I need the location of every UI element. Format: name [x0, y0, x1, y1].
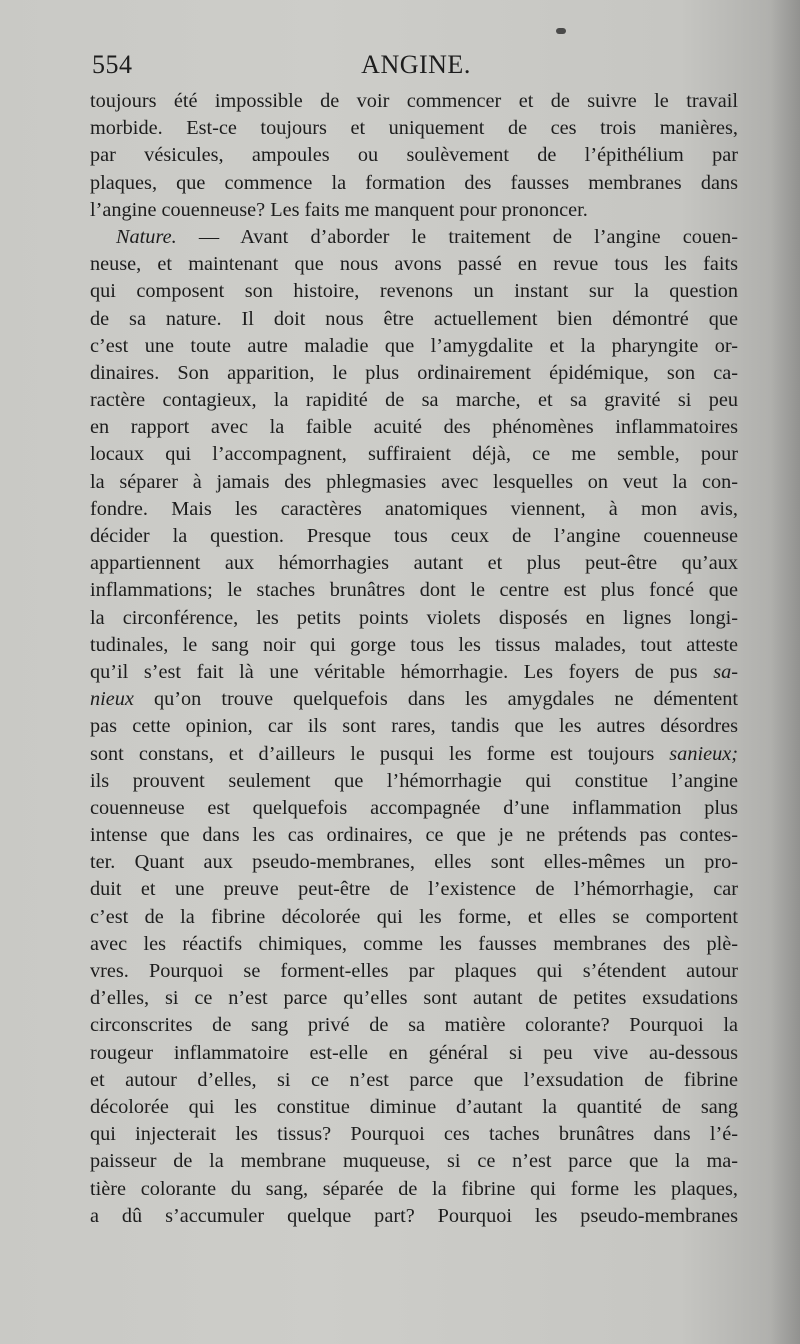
- page-edge-shadow: [770, 0, 800, 1344]
- ink-speck: [556, 28, 566, 34]
- text-line: d’elles, si ce n’est parce qu’elles sont autant de petites exsudations: [90, 987, 738, 1010]
- italic-word: sanieux;: [669, 742, 738, 765]
- text-line: plaques, que commence la formation des fausses membranes dans: [90, 171, 738, 194]
- text-line: en rapport avec la faible acuité des phénomènes inflammatoires: [90, 416, 738, 439]
- text-line: ils prouvent seulement que l’hémorrhagie qui constitue l’angine: [90, 769, 738, 792]
- italic-word: sa-: [713, 660, 738, 683]
- text-line: [90, 686, 738, 713]
- text-line: la circonférence, les petits points violets disposés en lignes longi-: [90, 606, 738, 629]
- text-line: vres. Pourquoi se forment-elles par plaques qui s’étendent autour: [90, 960, 738, 982]
- text-line: intense que dans les cas ordinaires, ce que je ne prétends pas contes-: [90, 824, 738, 847]
- running-title: ANGINE.: [361, 50, 471, 79]
- text-line: qui composent son histoire, revenons un instant sur la question: [90, 280, 738, 303]
- text-line: avec les réactifs chimiques, comme les fausses membranes des plè-: [90, 932, 738, 955]
- text-line: l’angine couenneuse? Les faits me manquent pour prononcer.: [90, 198, 588, 221]
- text-line: [90, 741, 738, 768]
- section-heading: Nature.: [116, 225, 177, 248]
- text-line: a dû s’accumuler quelque part? Pourquoi les pseudo-membranes: [90, 1204, 738, 1227]
- text-line: ractère contagieux, la rapidité de sa marche, et sa gravité si peu: [90, 389, 738, 412]
- text-line: neuse, et maintenant que nous avons passé en revue tous les faits: [90, 253, 738, 276]
- text-line: rougeur inflammatoire est-elle en général si peu vive au-dessous: [90, 1041, 738, 1064]
- text-line: tière colorante du sang, séparée de la fibrine qui forme les plaques,: [90, 1177, 738, 1200]
- text-line: [90, 659, 738, 686]
- text-line: appartiennent aux hémorrhagies autant et plus peut-être qu’aux: [90, 552, 738, 575]
- text-line: c’est une toute autre maladie que l’amygdalite et la pharyngite or-: [90, 334, 738, 357]
- text-line: de sa nature. Il doit nous être actuellement bien démontré que: [90, 307, 738, 330]
- text-line: pas cette opinion, car ils sont rares, tandis que les autres désordres: [90, 715, 738, 738]
- text-line-content: qu’il s’est fait là une véritable hémorrhagie. Les foyers de pus: [90, 660, 714, 683]
- text-line: fondre. Mais les caractères anatomiques viennent, à mon avis,: [90, 497, 738, 520]
- text-line: [90, 224, 738, 251]
- text-line: décider la question. Presque tous ceux de l’angine couenneuse: [90, 525, 738, 547]
- text-line: qui injecterait les tissus? Pourquoi ces taches brunâtres dans l’é-: [90, 1123, 738, 1146]
- text-line: locaux qui l’accompagnent, suffiraient déjà, ce me semble, pour: [90, 443, 738, 466]
- italic-word: nieux: [90, 688, 134, 711]
- text-line: par vésicules, ampoules ou soulèvement de l’épithélium par: [90, 144, 738, 167]
- text-line: circonscrites de sang privé de sa matière colorante? Pourquoi la: [90, 1014, 738, 1037]
- text-line: toujours été impossible de voir commencer et de suivre le travail: [90, 90, 738, 112]
- text-line: couenneuse est quelquefois accompagnée d’une inflammation plus: [90, 796, 738, 819]
- text-line: inflammations; le staches brunâtres dont le centre est plus foncé que: [90, 579, 738, 602]
- text-line: morbide. Est-ce toujours et uniquement de ces trois manières,: [90, 117, 738, 140]
- text-line: et autour d’elles, si ce n’est parce que l’exsudation de fibrine: [90, 1068, 738, 1091]
- text-line: c’est de la fibrine décolorée qui les forme, et elles se comportent: [90, 905, 738, 928]
- page-number: 554: [92, 50, 133, 79]
- body-text: [90, 88, 738, 1230]
- text-line: décolorée qui les constitue diminue d’autant la quantité de sang: [90, 1095, 738, 1118]
- text-line: la séparer à jamais des phlegmasies avec lesquelles on veut la con-: [90, 470, 738, 493]
- text-line-content: qu’on trouve quelquefois dans les amygdales ne démentent: [153, 688, 739, 711]
- text-line: ter. Quant aux pseudo-membranes, elles sont elles-mêmes un pro-: [90, 851, 738, 874]
- page-header: [92, 50, 740, 86]
- text-line: tudinales, le sang noir qui gorge tous les tissus malades, tout atteste: [90, 633, 738, 656]
- text-line-content: Avant d’aborder le traitement de l’angine couen-: [240, 225, 738, 248]
- text-line: dinaires. Son apparition, le plus ordinairement épidémique, son ca-: [90, 361, 738, 384]
- text-line-content: sont constans, et d’ailleurs le pusqui les forme est toujours: [90, 742, 670, 765]
- heading-dash: —: [176, 225, 241, 248]
- text-line: duit et une preuve peut-être de l’existence de l’hémorrhagie, car: [90, 878, 738, 901]
- text-line: paisseur de la membrane muqueuse, si ce n’est parce que la ma-: [90, 1150, 738, 1173]
